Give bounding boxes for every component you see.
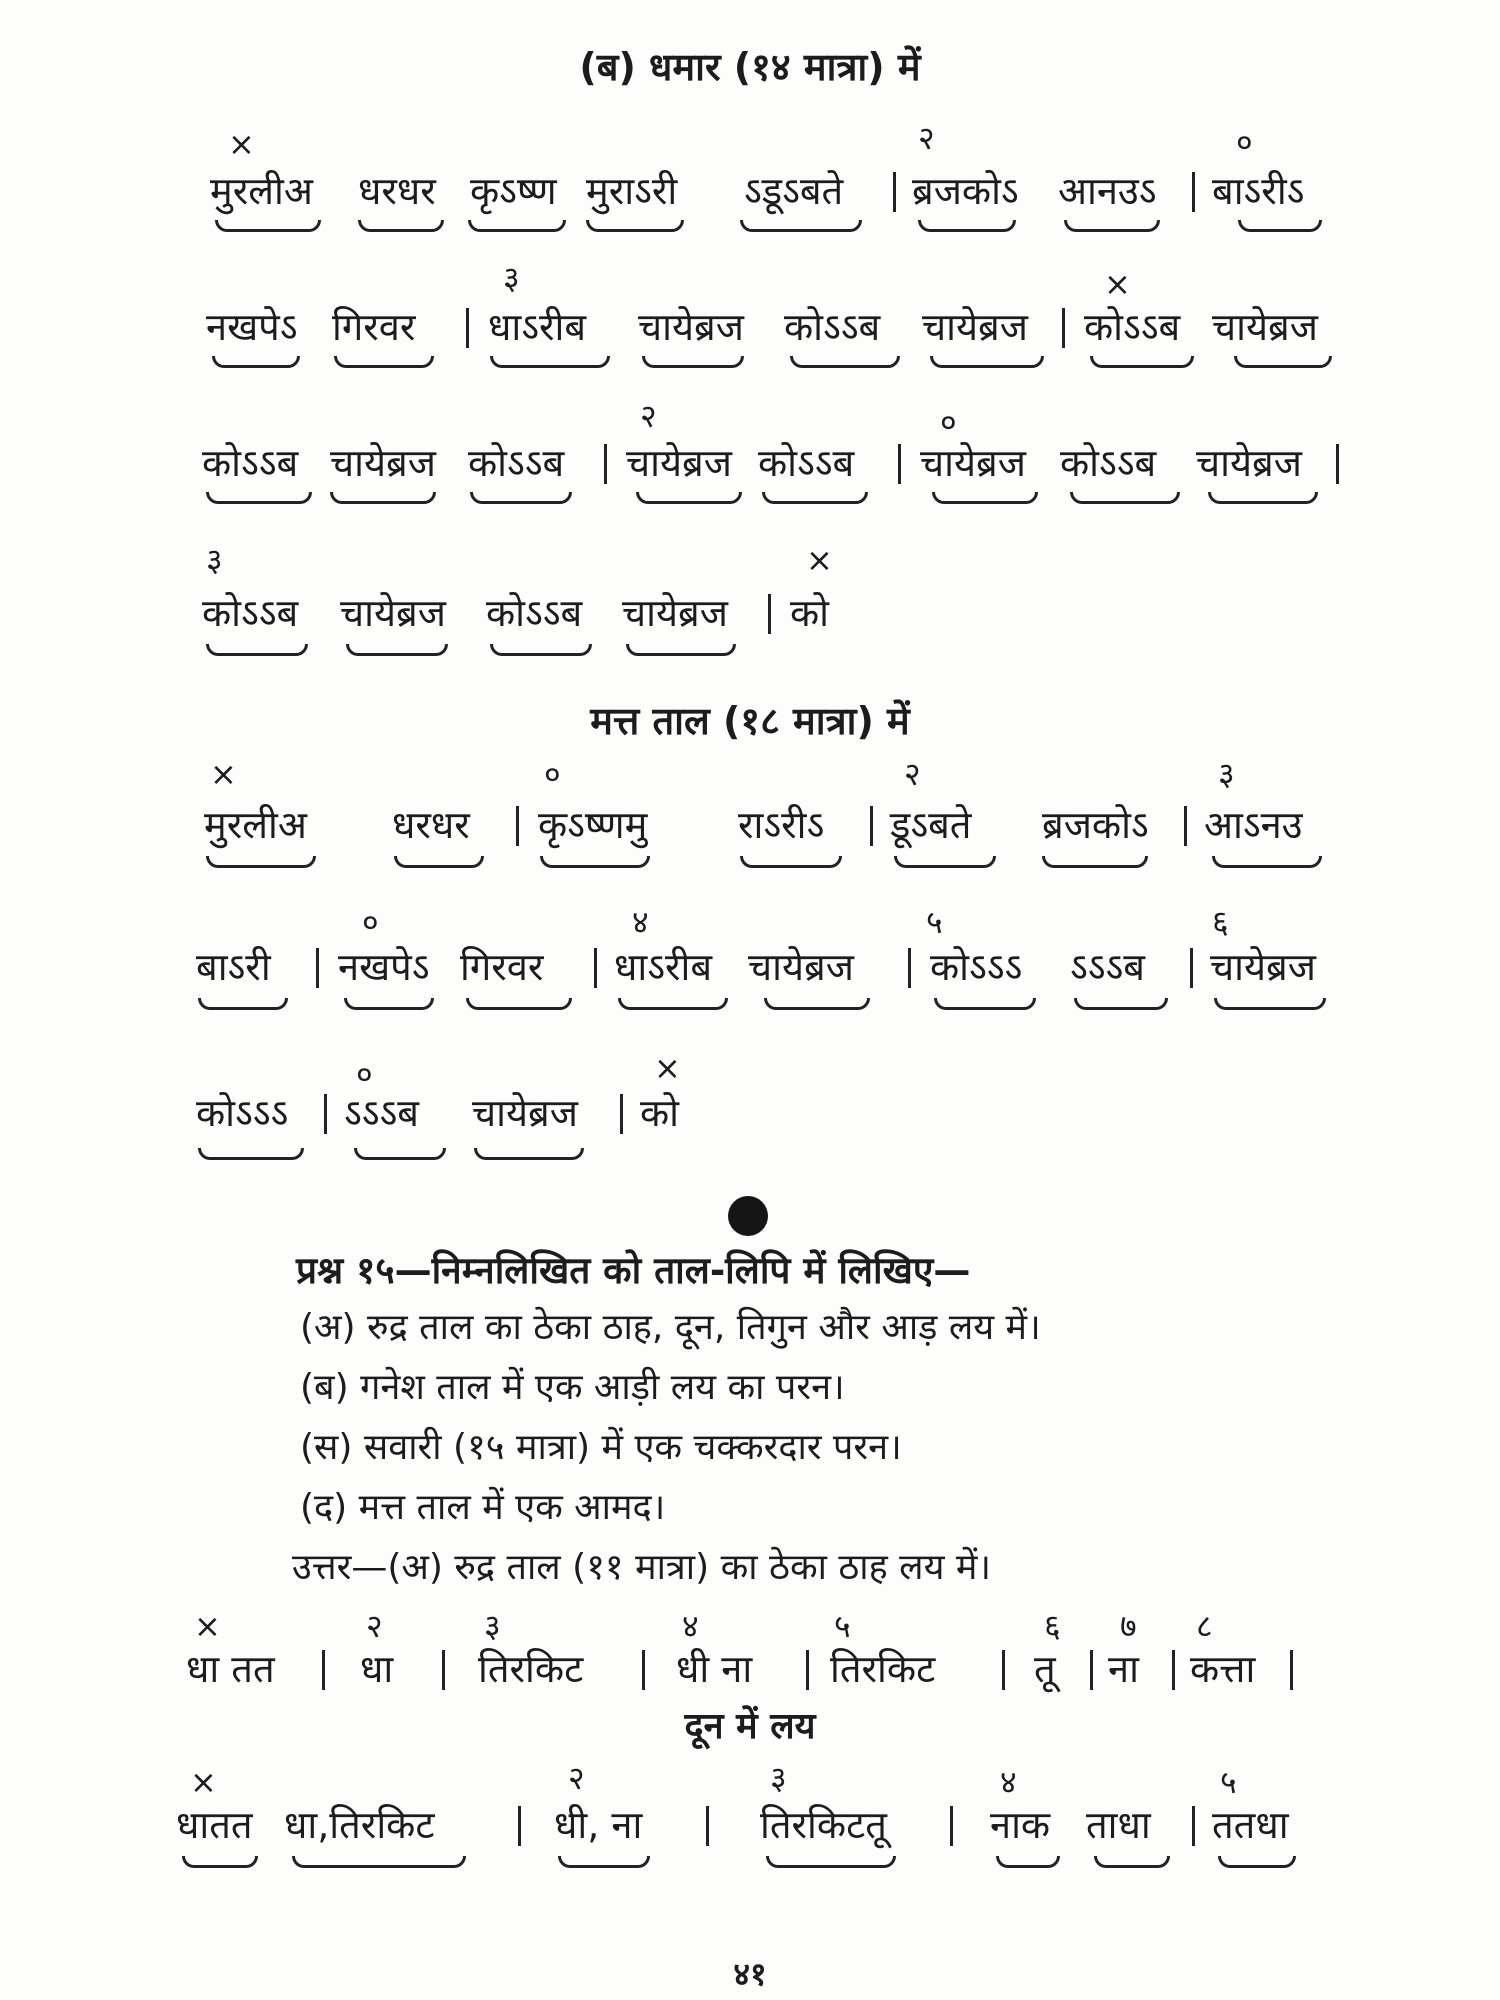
vibhag-bar	[768, 594, 771, 634]
underline	[198, 998, 288, 1010]
underline	[394, 856, 484, 868]
underline	[764, 998, 870, 1010]
bol: कोऽऽब	[468, 441, 565, 485]
underline	[558, 1856, 650, 1868]
underline	[468, 220, 566, 232]
bol: तिरकिटतू	[760, 1803, 887, 1847]
question-item: (अ) रुद्र ताल का ठेका ठाह, दून, तिगुन और आड़ लय में।	[300, 1307, 1041, 1348]
tali-mark: २	[918, 119, 935, 157]
underline	[344, 998, 434, 1010]
bol: नखपेऽ	[206, 305, 298, 349]
underline	[1214, 998, 1326, 1010]
vibhag-bar	[893, 172, 896, 212]
tali-mark: २	[640, 397, 657, 435]
bol: कोऽऽब	[202, 441, 299, 485]
underline	[206, 856, 316, 868]
bol: धाऽरीब	[488, 305, 587, 349]
underline	[215, 220, 321, 232]
underline	[206, 644, 308, 656]
underline	[790, 356, 900, 368]
sam-mark: ×	[228, 125, 255, 163]
vibhag-bar	[316, 948, 319, 988]
bol: धरधर	[392, 803, 470, 847]
question-item: (ब) गनेश ताल में एक आड़ी लय का परन।	[300, 1367, 845, 1408]
vibhag-bar	[1062, 308, 1065, 348]
bol: चायेब्रज	[1210, 945, 1316, 989]
underline	[1064, 220, 1160, 232]
bol: ब्रजकोऽ	[912, 169, 1019, 213]
bol: नाक	[990, 1803, 1051, 1847]
underline	[934, 998, 1036, 1010]
bol: धी ना	[676, 1647, 753, 1691]
bol: आऽनउ	[1204, 803, 1303, 847]
underline	[346, 644, 448, 656]
tali-mark: ५	[1220, 1763, 1237, 1801]
underline	[636, 492, 742, 504]
underline	[1212, 856, 1322, 868]
vibhag-bar	[594, 948, 597, 988]
bol: मुराऽरी	[586, 169, 678, 213]
bol: गिरवर	[460, 945, 544, 989]
bol: ब्रजकोऽ	[1042, 803, 1149, 847]
sam-mark: ×	[190, 1763, 217, 1801]
tali-mark: ४	[632, 903, 649, 941]
vibhag-bar	[516, 806, 519, 846]
vibhag-bar	[1184, 806, 1187, 846]
vibhag-bar	[908, 948, 911, 988]
tali-mark: ४	[1000, 1763, 1017, 1801]
bol: चायेब्रज	[922, 305, 1028, 349]
bol: कोऽऽऽ	[196, 1091, 289, 1135]
bol: धरधर	[358, 169, 436, 213]
tali-mark: ३	[206, 541, 223, 579]
bol: कोऽऽब	[202, 591, 299, 635]
underline	[894, 856, 996, 868]
khali-mark: ०	[356, 1055, 373, 1093]
bol: कत्ता	[1190, 1647, 1256, 1691]
bol: कोऽऽब	[1084, 305, 1181, 349]
underline	[1042, 856, 1148, 868]
underline	[626, 644, 736, 656]
vibhag-bar	[466, 308, 469, 348]
vibhag-bar	[950, 1806, 953, 1846]
question-title: प्रश्न १५—निम्नलिखित को ताल-लिपि में लिखिए—	[296, 1249, 971, 1292]
matra-mark: ५	[834, 1607, 851, 1645]
bol: धा	[360, 1647, 394, 1691]
underline	[1238, 220, 1322, 232]
dhamar-heading: (ब) धमार (१४ मात्रा) में	[579, 45, 921, 89]
tali-mark: ६	[1212, 903, 1229, 941]
underline	[470, 492, 572, 504]
bol: बाऽरी	[196, 945, 271, 989]
bol: ऽऽऽब	[1070, 945, 1145, 989]
matra-mark: ७	[1120, 1607, 1137, 1645]
underline	[930, 356, 1044, 368]
bol: धातत	[176, 1803, 253, 1847]
matt-taal-heading: मत्त ताल (१८ मात्रा) में	[590, 699, 910, 743]
vibhag-bar	[604, 444, 607, 484]
matra-mark: ६	[1044, 1607, 1061, 1645]
khali-mark: ०	[544, 755, 561, 793]
vibhag-bar	[898, 444, 901, 484]
underline	[642, 356, 744, 368]
sam-mark: ×	[210, 755, 237, 793]
bol: ततधा	[1212, 1803, 1289, 1847]
tali-mark: ५	[926, 903, 943, 941]
bol: चायेब्रज	[638, 305, 744, 349]
underline	[358, 220, 444, 232]
vibhag-bar	[1002, 1650, 1005, 1690]
underline	[1090, 356, 1194, 368]
bol: धी, ना	[554, 1803, 643, 1847]
underline	[212, 356, 300, 368]
tali-mark: ३	[503, 259, 520, 297]
bol: गिरवर	[332, 305, 416, 349]
bol: राऽरीऽ	[738, 803, 825, 847]
vibhag-bar	[1190, 948, 1193, 988]
sam-mark: ×	[194, 1607, 221, 1645]
bol: नखपेऽ	[338, 945, 430, 989]
tali-mark: २	[568, 1759, 585, 1797]
bol: बाऽरीऽ	[1212, 169, 1305, 213]
bol: चायेब्रज	[472, 1091, 578, 1135]
vibhag-bar	[1192, 172, 1195, 212]
bol: ना	[1108, 1647, 1139, 1691]
underline	[292, 1856, 466, 1868]
underline	[740, 220, 862, 232]
underline	[1070, 492, 1180, 504]
vibhag-bar	[642, 1650, 645, 1690]
bol: चायेब्रज	[1212, 305, 1318, 349]
underline	[206, 492, 312, 504]
underline	[330, 492, 436, 504]
underline	[540, 856, 650, 868]
question-item: (द) मत्त ताल में एक आमद।	[300, 1487, 666, 1528]
bol: कोऽऽब	[758, 441, 855, 485]
underline	[766, 1856, 896, 1868]
vibhag-bar	[1172, 1650, 1175, 1690]
bol: आनउऽ	[1058, 169, 1157, 213]
underline	[1234, 356, 1332, 368]
vibhag-bar	[620, 1094, 623, 1134]
bol: कोऽऽब	[486, 591, 583, 635]
underline	[996, 1856, 1060, 1868]
vibhag-bar	[870, 806, 873, 846]
question-item: (स) सवारी (१५ मात्रा) में एक चक्करदार परन।	[300, 1427, 902, 1468]
bol: डूऽबते	[890, 803, 972, 847]
bol: चायेब्रज	[1196, 441, 1302, 485]
vibhag-bar	[1192, 1806, 1195, 1846]
sam-mark: ×	[1104, 265, 1131, 303]
bol: कृऽष्णमु	[538, 803, 648, 847]
underline	[182, 1856, 258, 1868]
bol: ताधा	[1086, 1803, 1151, 1847]
underline	[762, 492, 868, 504]
underline	[586, 220, 684, 232]
bol: धा,तिरकिट	[284, 1803, 435, 1847]
bol: तू	[1034, 1647, 1056, 1691]
page-number: ४१	[733, 1955, 767, 1993]
bol: मुरलीअ	[210, 169, 313, 213]
bol: कृऽष्ण	[470, 169, 557, 213]
bol: धाऽरीब	[614, 945, 713, 989]
underline	[466, 998, 572, 1010]
vibhag-bar	[806, 1650, 809, 1690]
sam-mark: ×	[654, 1049, 681, 1087]
khali-mark: ०	[362, 903, 379, 941]
underline	[490, 644, 592, 656]
underline	[354, 1148, 446, 1160]
underline	[474, 1148, 584, 1160]
section-divider-dot	[728, 1196, 768, 1236]
underline	[490, 356, 610, 368]
vibhag-bar	[1290, 1650, 1293, 1690]
underline	[618, 998, 728, 1010]
underline	[918, 220, 1016, 232]
bol: चायेब्रज	[920, 441, 1026, 485]
vibhag-bar	[1090, 1650, 1093, 1690]
bol: कोऽऽऽ	[930, 945, 1023, 989]
matra-mark: ३	[484, 1607, 501, 1645]
underline	[1074, 998, 1168, 1010]
matra-mark: ४	[682, 1607, 699, 1645]
sam-mark: ×	[806, 541, 833, 579]
bol: चायेब्रज	[626, 441, 732, 485]
matra-mark: ८	[1196, 1607, 1213, 1645]
bol: ऽऽऽब	[344, 1091, 419, 1135]
underline	[932, 492, 1038, 504]
vibhag-bar	[322, 1650, 325, 1690]
bol: चायेब्रज	[622, 591, 728, 635]
vibhag-bar	[442, 1650, 445, 1690]
answer-line: उत्तर—(अ) रुद्र ताल (११ मात्रा) का ठेका ठाह लय में।	[292, 1547, 992, 1588]
bol: तिरकिट	[478, 1647, 584, 1691]
khali-mark: ०	[1236, 123, 1253, 161]
bol: तिरकिट	[830, 1647, 936, 1691]
bol: चायेब्रज	[748, 945, 854, 989]
bol: चायेब्रज	[340, 591, 446, 635]
tali-mark: ३	[1218, 755, 1235, 793]
matra-mark: २	[366, 1607, 383, 1645]
bol: ऽडूऽबते	[744, 169, 844, 213]
underline	[198, 1148, 304, 1160]
underline	[740, 856, 842, 868]
vibhag-bar	[324, 1094, 327, 1134]
underline	[334, 356, 434, 368]
vibhag-bar	[1336, 444, 1339, 484]
bol: कोऽऽब	[784, 305, 881, 349]
underline	[1094, 1856, 1170, 1868]
bol: को	[790, 591, 830, 635]
underline	[1218, 1856, 1296, 1868]
khali-mark: ०	[940, 403, 957, 441]
underline	[1208, 492, 1318, 504]
doon-heading: दून में लय	[684, 1706, 816, 1747]
tali-mark: ३	[770, 1759, 787, 1797]
bol: मुरलीअ	[204, 803, 307, 847]
vibhag-bar	[706, 1806, 709, 1846]
bol: को	[640, 1091, 680, 1135]
bol: धा तत	[186, 1647, 275, 1691]
vibhag-bar	[518, 1806, 521, 1846]
bol: चायेब्रज	[330, 441, 436, 485]
bol: कोऽऽब	[1060, 441, 1157, 485]
tali-mark: २	[904, 755, 921, 793]
